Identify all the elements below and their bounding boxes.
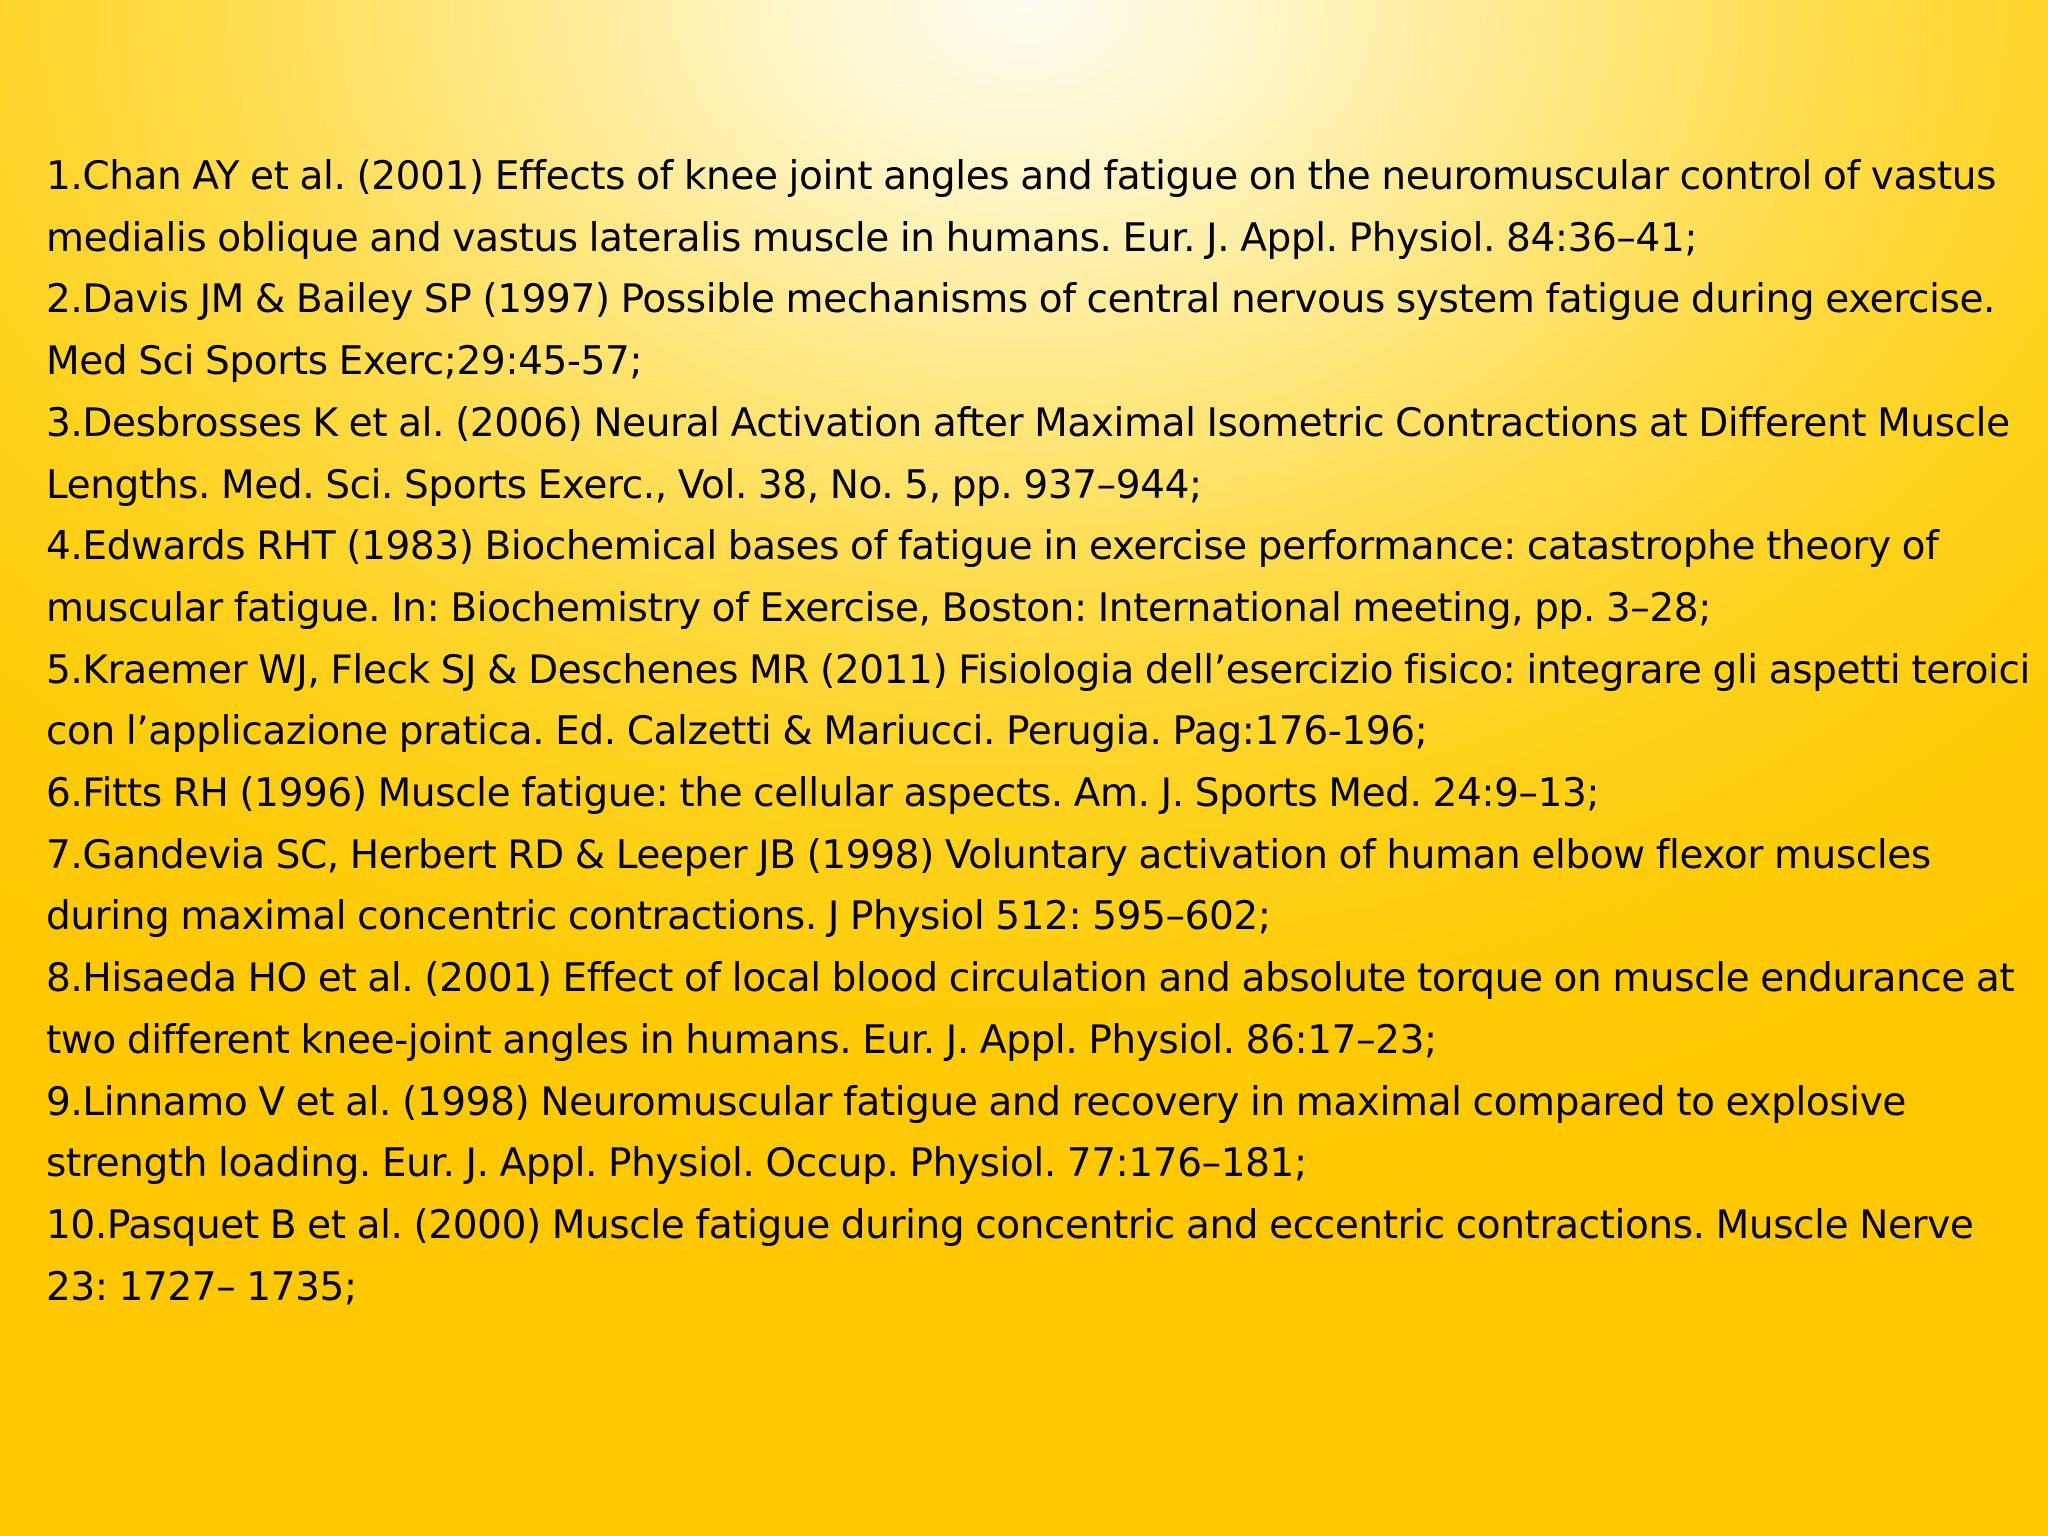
- reference-item-3: 3.Desbrosses K et al. (2006) Neural Activation after Maximal Isometric Contractions at Different Muscle Lengths. Med. Sci. Sports Exerc., Vol. 38, No. 5, pp. 937–944;: [46, 400, 2010, 508]
- reference-item-7: 7.Gandevia SC, Herbert RD & Leeper JB (1998) Voluntary activation of human elbow flexor muscles during maximal concentric contractions. J Physiol 512: 595–602;: [46, 832, 1931, 940]
- reference-item-6: 6.Fitts RH (1996) Muscle fatigue: the cellular aspects. Am. J. Sports Med. 24:9–13;: [46, 771, 1600, 817]
- reference-item-4: 4.Edwards RHT (1983) Biochemical bases of fatigue in exercise performance: catastrophe theory of muscular fatigue. In: Biochemistry of Exercise, Boston: International meeting, pp. 3–28;: [46, 524, 1939, 631]
- reference-item-10: 10.Pasquet B et al. (2000) Muscle fatigue during concentric and eccentric contractions. Muscle Nerve 23: 1727– 1735;: [46, 1202, 1974, 1310]
- reference-item-9: 9.Linnamo V et al. (1998) Neuromuscular fatigue and recovery in maximal compared to explosive strength loading. Eur. J. Appl. Physiol. Occup. Physiol. 77:176–181;: [46, 1079, 1907, 1187]
- reference-item-5: 5.Kraemer WJ, Fleck SJ & Deschenes MR (2011) Fisiologia dell’esercizio fisico: integrare gli aspetti teroici con l’applicazione pratica. Ed. Calzetti & Mariucci. Perugia. Pag:176-196;: [46, 647, 2030, 755]
- reference-item-8: 8.Hisaeda HO et al. (2001) Effect of local blood circulation and absolute torque on muscle endurance at two different knee-joint angles in humans. Eur. J. Appl. Physiol. 86:17–23;: [46, 956, 2015, 1063]
- reference-item-2: 2.Davis JM & Bailey SP (1997) Possible mechanisms of central nervous system fatigue during exercise. Med Sci Sports Exerc;29:45-57;: [46, 277, 1996, 385]
- reference-list: [46, 146, 2036, 1318]
- reference-item-1: 1.Chan AY et al. (2001) Effects of knee joint angles and fatigue on the neuromuscular control of vastus medialis oblique and vastus lateralis muscle in humans. Eur. J. Appl. Physiol. 84:36–41;: [46, 154, 1996, 261]
